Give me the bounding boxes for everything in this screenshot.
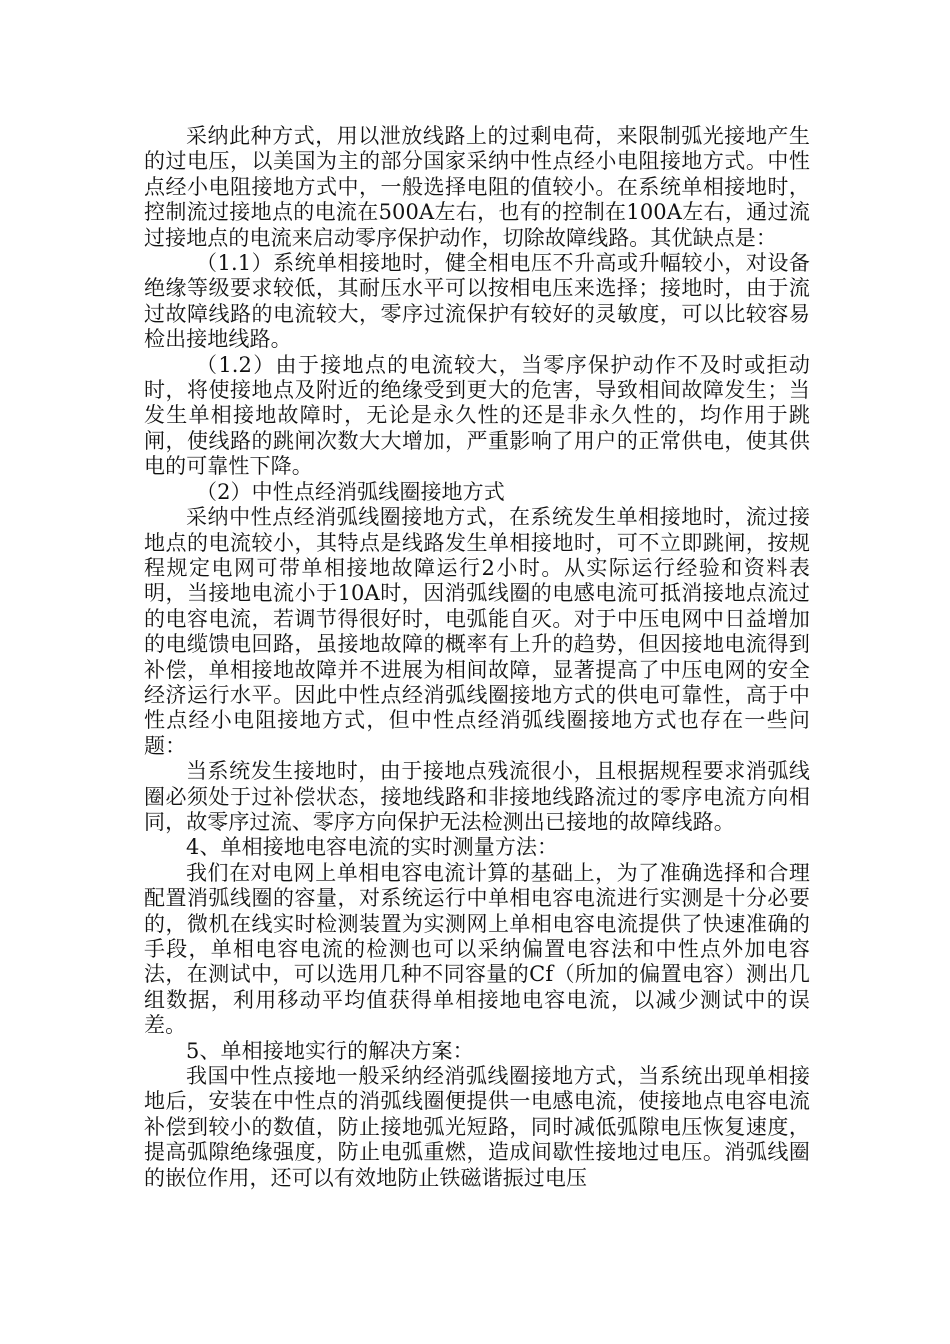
heading-arc-suppression-coil-grounding: （2）中性点经消弧线圈接地方式: [196, 479, 505, 504]
paragraph-single-phase-grounding-solution: 我国中性点接地一般采纳经消弧线圈接地方式，当系统出现单相接地后，安装在中性点的消弧线圈便提供一电感电流，使接地点电容电流补偿到较小的数值，防止接地弧光短路，同时减低弧隙电压恢复速度，提高弧隙绝缘强度，防止电弧重燃，造成间歇性接地过电压。消弧线圈的嵌位作用，还可以有效地防止铁磁谐振过电压: [144, 1064, 810, 1190]
paragraph-grounding-method-intro: 采纳此种方式，用以泄放线路上的过剩电荷，来限制弧光接地产生的过电压，以美国为主的部分国家采纳中性点经小电阻接地方式。中性点经小电阻接地方式中，一般选择电阻的值较小。在系统单相接地时，控制流过接地点的电流在500A左右，也有的控制在100A左右，通过流过接地点的电流来启动零序保护动作，切除故障线路。其优缺点是：: [144, 124, 810, 250]
paragraph-arc-suppression-coil-problem: 当系统发生接地时，由于接地点残流很小，且根据规程要求消弧线圈必须处于过补偿状态，接地线路和非接地线路流过的零序电流方向相同，故零序过流、零序方向保护无法检测出已接地的故障线路。: [144, 759, 810, 834]
paragraph-arc-suppression-coil-description: 采纳中性点经消弧线圈接地方式，在系统发生单相接地时，流过接地点的电流较小，其特点是线路发生单相接地时，可不立即跳闸，按规程规定电网可带单相接地故障运行2小时。从实际运行经验和资料表明，当接地电流小于10A时，因消弧线圈的电感电流可抵消接地点流过的电容电流，若调节得很好时，电弧能自灭。对于中压电网中日益增加的电缆馈电回路，虽接地故障的概率有上升的趋势，但因接地电流得到补偿，单相接地故障并不进展为相间故障，显著提高了中压电网的安全经济运行水平。因此中性点经消弧线圈接地方式的供电可靠性，高于中性点经小电阻接地方式，但中性点经消弧线圈接地方式也存在一些问题：: [144, 505, 810, 758]
paragraph-advantages-1-1: （1.1）系统单相接地时，健全相电压不升高或升幅较小，对设备绝缘等级要求较低，其耐压水平可以按相电压来选择；接地时，由于流过故障线路的电流较大，零序过流保护有较好的灵敏度，可以比较容易检出接地线路。: [144, 251, 810, 352]
paragraph-disadvantages-1-2: （1.2）由于接地点的电流较大，当零序保护动作不及时或拒动时，将使接地点及附近的绝缘受到更大的危害，导致相间故障发生；当发生单相接地故障时，无论是永久性的还是非永久性的，均作用于跳闸，使线路的跳闸次数大大增加，严重影响了用户的正常供电，使其供电的可靠性下降。: [144, 352, 810, 479]
paragraph-capacitive-current-measurement: 我们在对电网上单相电容电流计算的基础上，为了准确选择和合理配置消弧线圈的容量，对系统运行中单相电容电流进行实测是十分必要的，微机在线实时检测装置为实测网上单相电容电流提供了快速准确的手段，单相电容电流的检测也可以采纳偏置电容法和中性点外加电容法，在测试中，可以选用几种不同容量的Cf（所加的偏置电容）测出几组数据，利用移动平均值获得单相接地电容电流，以减少测试中的误差。: [144, 860, 810, 1038]
heading-capacitive-current-measurement: 4、单相接地电容电流的实时测量方法：: [186, 835, 559, 860]
heading-single-phase-grounding-solution: 5、单相接地实行的解决方案：: [186, 1038, 474, 1063]
document-body: [144, 124, 810, 1191]
